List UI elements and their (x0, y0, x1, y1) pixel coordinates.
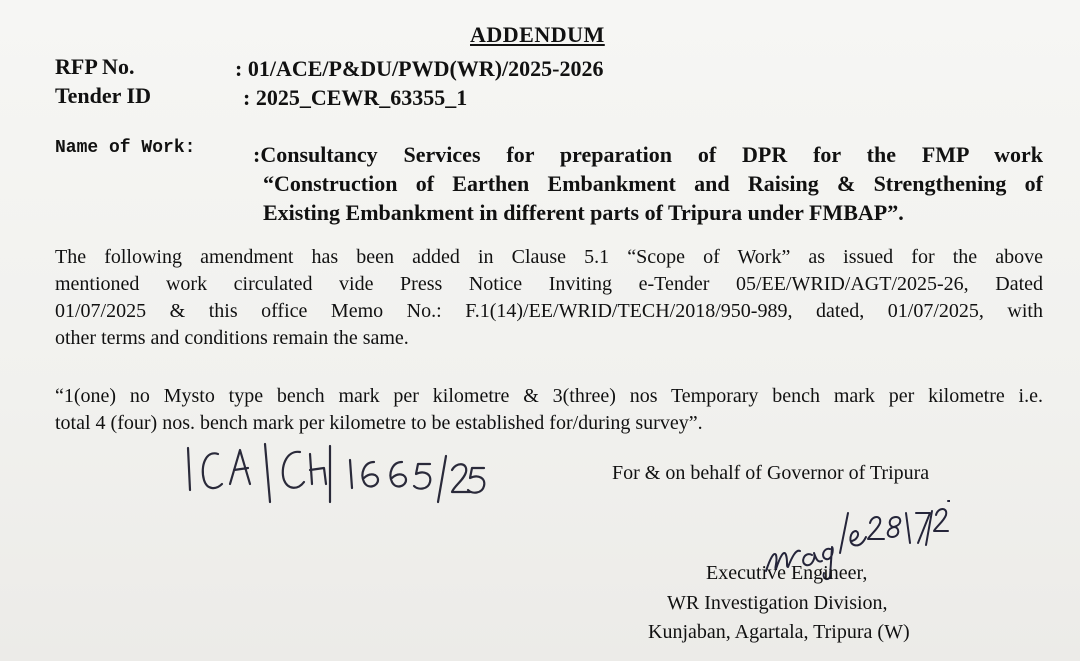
work-name-text (253, 140, 1043, 227)
tender-value: : 2025_CEWR_63355_1 (243, 85, 468, 110)
clause-line: “1(one) no Mysto type bench mark per kilometre & 3(three) nos Temporary bench mark per kilometre i.e. (55, 385, 1043, 407)
work-name-label: Name of Work: (55, 138, 196, 158)
rfp-label: RFP No. (55, 54, 135, 79)
work-line: Existing Embankment in different parts of Tripura under FMBAP”. (263, 200, 904, 225)
engineer-title: Executive Engineer, (706, 562, 868, 584)
engineer-division: WR Investigation Division, (667, 592, 888, 614)
work-line: :Consultancy Services for preparation of DPR for the FMP work (253, 142, 1043, 167)
document-title: ADDENDUM (470, 22, 605, 47)
clause-paragraph (55, 383, 1043, 437)
behalf-text: For & on behalf of Governor of Tripura (612, 462, 930, 484)
rfp-value: : 01/ACE/P&DU/PWD(WR)/2025-2026 (235, 56, 604, 81)
amendment-paragraph (55, 244, 1043, 352)
clause-line: total 4 (four) nos. bench mark per kilometre to be established for/during survey”. (55, 412, 703, 434)
amendment-line: other terms and conditions remain the same. (55, 327, 409, 349)
handwritten-reference-number (180, 440, 490, 515)
work-line: “Construction of Earthen Embankment and Raising & Strengthening of (263, 171, 1043, 196)
tender-label: Tender ID (55, 83, 151, 108)
amendment-line: 01/07/2025 & this office Memo No.: F.1(14)/EE/WRID/TECH/2018/950-989, dated, 01/07/2025, with (55, 300, 1043, 322)
engineer-address: Kunjaban, Agartala, Tripura (W) (648, 621, 910, 643)
amendment-line: mentioned work circulated vide Press Notice Inviting e-Tender 05/EE/WRID/AGT/2025-26, Dated (55, 273, 1043, 295)
amendment-line: The following amendment has been added in Clause 5.1 “Scope of Work” as issued for the above (55, 246, 1043, 268)
